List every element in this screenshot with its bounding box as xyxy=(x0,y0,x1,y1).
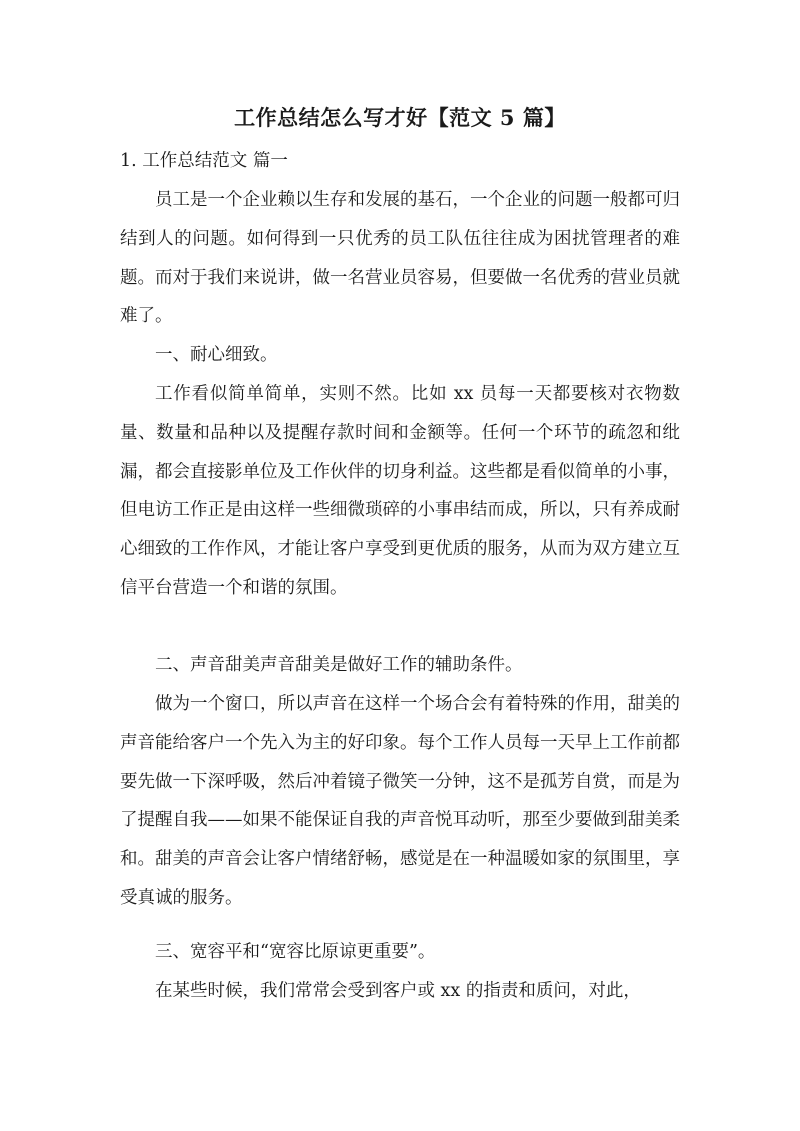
subheading-voice: 二、声音甜美声音甜美是做好工作的辅助条件。 xyxy=(155,655,523,675)
paragraph-voice: 做为一个窗口，所以声音在这样一个场合会有着特殊的作用，甜美的声音能给客户一个先入为主的好印象。每个工作人员每一天早上工作前都要先做一下深呼吸，然后冲着镜子微笑一分钟，这不是孤芳自赏，而是为了提醒自我——如果不能保证自我的声音悦耳动听，那至少要做到甜美柔和。甜美的声音会让客户情绪舒畅，感觉是在一种温暖如家的氛围里，享受真诚的服务。 xyxy=(120,694,680,908)
section-heading: 1. 工作总结范文 篇一 xyxy=(120,151,288,171)
paragraph-patience: 工作看似简单简单，实则不然。比如 xx 员每一天都要核对衣物数量、数量和品种以及提醒存款时间和金额等。任何一个环节的疏忽和纰漏，都会直接影单位及工作伙伴的切身利益。这些都是看似简单的小事，但电访工作正是由这样一些细微琐碎的小事串结而成，所以，只有养成耐心细致的工作作风，才能让客户享受到更优质的服务，从而为双方建立互信平台营造一个和谐的氛围。 xyxy=(120,384,680,598)
paragraph-intro: 员工是一个企业赖以生存和发展的基石，一个企业的问题一般都可归结到人的问题。如何得到一只优秀的员工队伍往往成为困扰管理者的难题。而对于我们来说讲，做一名营业员容易，但要做一名优秀的营业员就难了。 xyxy=(120,190,680,327)
subheading-tolerance: 三、宽容平和“宽容比原谅更重要”。 xyxy=(155,942,436,962)
paragraph-tolerance: 在某些时候，我们常常会受到客户或 xx 的指责和质问，对此， xyxy=(155,981,641,1001)
document-title: 工作总结怎么写才好【范文 5 篇】 xyxy=(234,105,566,130)
subheading-patience: 一、耐心细致。 xyxy=(155,345,278,365)
